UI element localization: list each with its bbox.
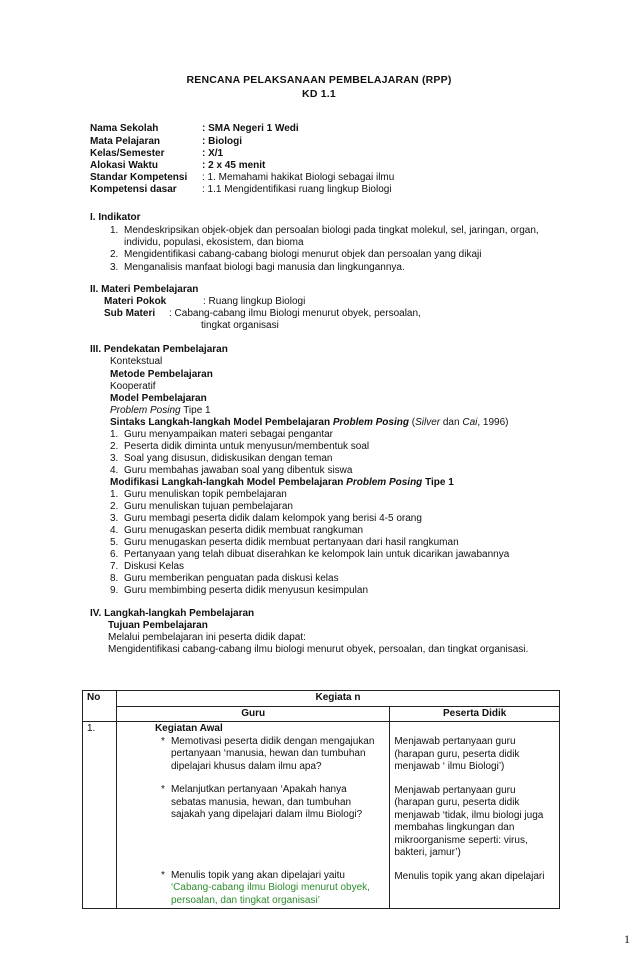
table-header-row	[83, 691, 560, 707]
header-guru: Guru	[116, 706, 389, 722]
document-subtitle: KD 1.1	[302, 88, 336, 100]
row-number: 1.	[83, 722, 117, 909]
list-item: 4. Guru menugaskan peserta didik membuat rangkuman	[110, 525, 364, 536]
metode-value: Kooperatif	[110, 381, 156, 392]
kegiatan-awal-heading: Kegiatan Awal	[154, 723, 223, 734]
section-heading-materi: II. Materi Pembelajaran	[90, 284, 199, 295]
page-number: 1	[624, 932, 630, 946]
header-peserta-didik: Peserta Didik	[390, 706, 560, 722]
sub-materi-continuation: tingkat organisasi	[201, 320, 279, 331]
tujuan-line: Mengidentifikasi cabang-cabang ilmu biologi menurut obyek, persoalan, dan tingkat organisasi.	[108, 644, 529, 655]
peserta-response: Menjawab pertanyaan guru (harapan guru, peserta didik menjawab ‘ ilmu Biologi’)	[394, 736, 520, 772]
document-page: RENCANA PELAKSANAAN PEMBELAJARAN (RPP) KD 1.1 Nama Sekolah : SMA Negeri 1 Wedi Mata Pelajaran : Biologi Kelas/Semester : X/1 Alokasi Waktu : 2 x 45 menit Standar Kompetensi : 1. Memahami hakikat Biologi sebagai ilmu Kompetensi dasar : 1.1 Mengidentifikasi ruang lingkup Biologi I. Indikator 1. Mendeskripsikan objek-objek dan persoalan biologi pada tingkat molekul, sel, jaringan, organ, individu, populasi, ekosistem, dan bioma 2. Mengidentifikasi cabang-cabang biologi menurut objek dan persoalan yang dikaji 3. Menganalisis manfaat biologi bagi manusia dan lingkungannya. II. Materi Pembelajaran Materi Pokok : Ruang lingkup Biologi Sub Materi : Cabang-cabang ilmu Biologi menurut obyek, persoalan, tingkat organisasi III. Pendekatan Pembelajaran Kontekstual Metode Pembelajaran Kooperatif Model Pembelajaran Problem Posing Tipe 1 Sintaks Langkah-langkah Model Pembelajaran Problem Posing (Silver dan Cai, 1996) 1. Guru menyampaikan materi sebagai pengantar 2. Peserta didik diminta untuk menyusun/membentuk soal 3. Soal yang disusun, didiskusikan dengan teman 4. Guru membahas jawaban soal yang dibentuk siswa Modifikasi Langkah-langkah Model Pembelajaran Problem Posing Tipe 1 1. Guru menuliskan topik pembelajaran 2. Guru menuliskan tujuan pembelajaran 3. Guru membagi peserta didik dalam kelompok yang berisi 4-5 orang 4. Guru menugaskan peserta didik membuat rangkuman 5. Guru menugaskan peserta didik membuat pertanyaan dari hasil rangkuman 6. Pertanyaan yang telah dibuat diserahkan ke kelompok lain untuk dicarikan jawabannya 7. Diskusi Kelas 8. Guru memberikan penguatan pada diskusi kelas 9. Guru membimbing peserta didik menyusun kesimpulan IV. Langkah-langkah Pembelajaran Tujuan Pembelajaran Melalui pembelajaran ini peserta didik dapat: Mengidentifikasi cabang-cabang ilmu biologi menurut obyek, persoalan, dan tingkat organisasi. No Kegiata n Guru Peserta Didik 1. Kegiatan Awal * Memotivasi peserta didik dengan mengajukan pertanyaan ‘manusia, hewan dan tumbuhan dipelajari khusus dalam ilmu apa? * Melanjutkan pertanyaan ‘Apakah hanya sebatas manusia, hewan, dan tumbuhan sajakah yang dipelajari dalam ilmu Biologi? * Menulis topik yang akan dipelajari yaitu ‘Cabang-cabang ilmu Biologi menurut obyek, persoalan, dan tingkat organisasi’ Menjawab pertanyaan guru (harapan guru, peserta didik menjawab ‘ ilmu Biologi’) Menjawab pertanyaan guru (harapan guru, peserta didik menjawab ‘tidak, ilmu biologi juga membahas lingkungan dan mikroorganisme seperti: virus, bakteri, jamur’) Menulis topik yang akan dipelajari 1	[0, 0, 638, 976]
sintaks-heading: Sintaks Langkah-langkah Model Pembelajaran Problem Posing (Silver dan Cai, 1996)	[110, 417, 509, 428]
model-heading: Model Pembelajaran	[110, 393, 207, 404]
guru-bullet: * Menulis topik yang akan dipelajari yaitu ‘Cabang-cabang ilmu Biologi menurut obyek, persoalan, dan tingkat organisasi’	[160, 869, 370, 906]
list-item: 1. Mendeskripsikan objek-objek dan persoalan biologi pada tingkat molekul, sel, jaringan, organ,	[110, 225, 539, 236]
peserta-cell	[390, 722, 560, 909]
list-item: 9. Guru membimbing peserta didik menyusun kesimpulan	[110, 585, 369, 596]
materi-pokok-row: Materi Pokok : Ruang lingkup Biologi	[104, 296, 306, 307]
section-heading-pendekatan: III. Pendekatan Pembelajaran	[90, 344, 228, 355]
list-item: 8. Guru memberikan penguatan pada diskusi kelas	[110, 573, 339, 584]
list-item: 1. Guru menuliskan topik pembelajaran	[110, 489, 287, 500]
tujuan-line: Melalui pembelajaran ini peserta didik dapat:	[108, 632, 306, 643]
list-item: 5. Guru menugaskan peserta didik membuat pertanyaan dari hasil rangkuman	[110, 537, 459, 548]
pendekatan-value: Kontekstual	[110, 356, 163, 367]
list-item: 2. Guru menuliskan tujuan pembelajaran	[110, 501, 293, 512]
section-heading-langkah: IV. Langkah-langkah Pembelajaran	[90, 608, 255, 619]
list-item: 3. Menganalisis manfaat biologi bagi manusia dan lingkungannya.	[110, 262, 405, 273]
sub-materi-row: Sub Materi : Cabang-cabang ilmu Biologi menurut obyek, persoalan,	[104, 308, 421, 319]
list-item: 3. Guru membagi peserta didik dalam kelompok yang berisi 4-5 orang	[110, 513, 422, 524]
header-kegiatan: Kegiata n	[116, 691, 559, 707]
guru-cell	[116, 722, 389, 909]
list-item: 1. Guru menyampaikan materi sebagai pengantar	[110, 429, 334, 440]
tujuan-heading: Tujuan Pembelajaran	[108, 620, 208, 631]
modifikasi-heading: Modifikasi Langkah-langkah Model Pembelajaran Problem Posing Tipe 1	[110, 477, 454, 488]
list-item: 6. Pertanyaan yang telah dibuat diserahkan ke kelompok lain untuk dicarikan jawabannya	[110, 549, 510, 560]
table-subheader-row	[83, 706, 560, 722]
metode-heading: Metode Pembelajaran	[110, 369, 213, 380]
list-item: 3. Soal yang disusun, didiskusikan dengan teman	[110, 453, 333, 464]
peserta-response: Menjawab pertanyaan guru (harapan guru, peserta didik menjawab ‘tidak, ilmu biologi juga membahas lingkungan dan mikroorganisme seperti: virus, bakteri, jamur’)	[394, 784, 544, 858]
document-title: RENCANA PELAKSANAAN PEMBELAJARAN (RPP)	[186, 74, 452, 86]
list-item: 2. Peserta didik diminta untuk menyusun/membentuk soal	[110, 441, 370, 452]
list-item: 2. Mengidentifikasi cabang-cabang biologi menurut objek dan persoalan yang dikaji	[110, 249, 482, 260]
list-item-continuation: individu, populasi, ekosistem, dan bioma	[124, 237, 304, 248]
guru-bullet: * Melanjutkan pertanyaan ‘Apakah hanya sebatas manusia, hewan, dan tumbuhan sajakah yang dipelajari dalam ilmu Biologi?	[160, 784, 363, 820]
table-row	[83, 722, 560, 909]
model-value: Problem Posing Tipe 1	[110, 405, 211, 416]
peserta-response: Menulis topik yang akan dipelajari	[394, 870, 545, 882]
list-item: 7. Diskusi Kelas	[110, 561, 185, 572]
guru-bullet: * Memotivasi peserta didik dengan mengajukan pertanyaan ‘manusia, hewan dan tumbuhan dipelajari khusus dalam ilmu apa?	[160, 735, 375, 772]
section-heading-indikator: I. Indikator	[90, 212, 141, 223]
kegiatan-table	[82, 690, 560, 909]
header-no: No	[83, 691, 117, 722]
list-item: 4. Guru membahas jawaban soal yang dibentuk siswa	[110, 465, 353, 476]
